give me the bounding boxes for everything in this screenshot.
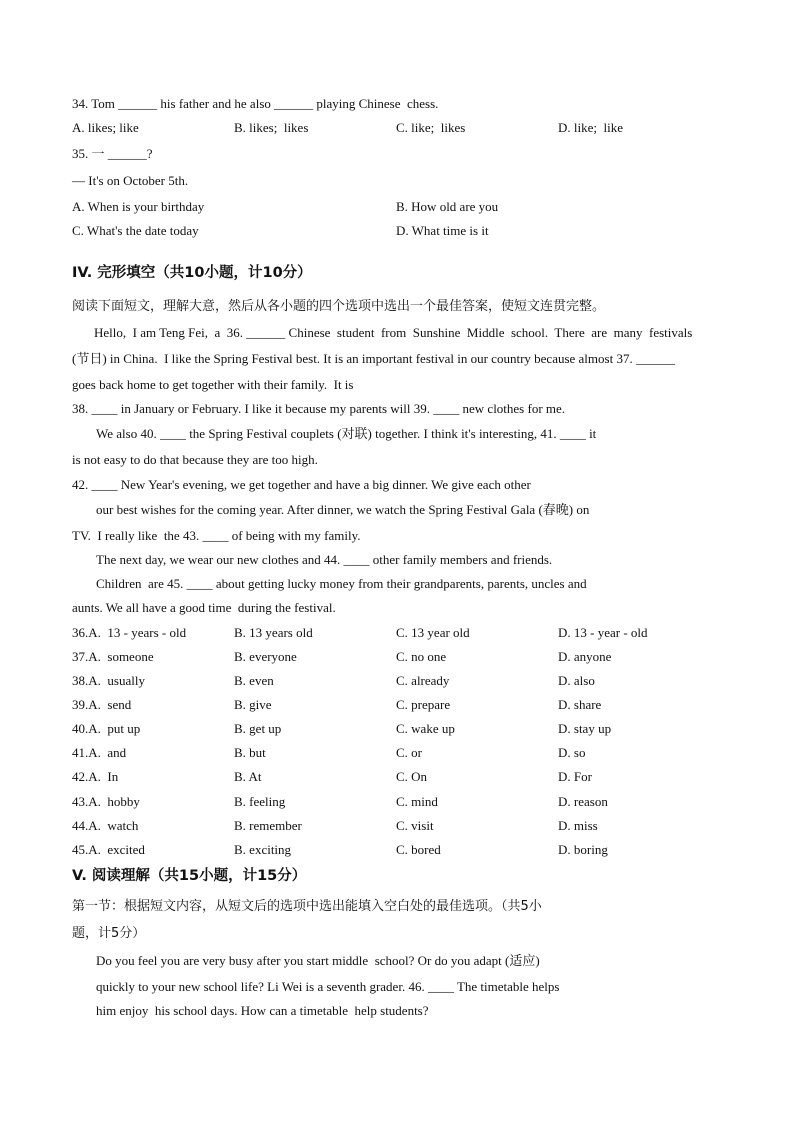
section-5-instruction: 第一节：根据短文内容，从短文后的选项中选出能填入空白处的最佳选项。（共5小 [72, 899, 542, 914]
option-42-c: C. On [396, 769, 428, 784]
section-4-instruction: 阅读下面短文，理解大意，然后从各小题的四个选项中选出一个最佳答案，使短文连贯完整。 [72, 299, 606, 314]
option-37-d: D. anyone [558, 649, 612, 664]
option-36-c: C. 13 year old [396, 625, 470, 640]
question-34-option-c: C. like; likes [396, 120, 466, 135]
passage-line: is not easy to do that because they are too high. [72, 452, 318, 467]
option-44-c: C. visit [396, 818, 434, 833]
option-42-d: D. For [558, 769, 592, 784]
option-43-a: 43.A. hobby [72, 794, 140, 809]
passage-line: 38. ____ in January or February. I like it because my parents will 39. ____ new clothes for me. [72, 401, 566, 416]
passage-line: quickly to your new school life? Li Wei is a seventh grader. 46. ____ The timetable helps [96, 979, 560, 994]
question-34-stem: 34. Tom ______ his father and he also ______ playing Chinese chess. [72, 96, 439, 111]
passage-line: The next day, we wear our new clothes and 44. ____ other family members and friends. [96, 552, 553, 567]
option-36-a: 36.A. 13 - years - old [72, 625, 187, 640]
option-40-d: D. stay up [558, 721, 612, 736]
option-38-a: 38.A. usually [72, 673, 145, 688]
question-35-option-b: B. How old are you [396, 199, 499, 214]
option-38-c: C. already [396, 673, 450, 688]
option-43-d: D. reason [558, 794, 608, 809]
option-38-d: D. also [558, 673, 595, 688]
section-5-instruction-cont: 题，计5分） [72, 926, 146, 941]
question-34-option-a: A. likes; like [72, 120, 139, 135]
option-41-d: D. so [558, 745, 586, 760]
question-34-option-d: D. like; like [558, 120, 623, 135]
passage-line: Hello, I am Teng Fei, a 36. ______ Chinese student from Sunshine Middle school. There are many festivals [94, 325, 693, 340]
option-43-c: C. mind [396, 794, 438, 809]
option-41-a: 41.A. and [72, 745, 127, 760]
option-40-c: C. wake up [396, 721, 455, 736]
option-45-a: 45.A. excited [72, 842, 145, 857]
option-44-d: D. miss [558, 818, 598, 833]
option-39-c: C. prepare [396, 697, 451, 712]
option-37-a: 37.A. someone [72, 649, 154, 664]
option-44-b: B. remember [234, 818, 302, 833]
passage-line: our best wishes for the coming year. After dinner, we watch the Spring Festival Gala (春晚) on [96, 502, 590, 517]
passage-line: aunts. We all have a good time during the festival. [72, 600, 336, 615]
option-45-b: B. exciting [234, 842, 292, 857]
section-5-title: V. 阅读理解（共15小题，计15分） [72, 868, 307, 884]
option-40-b: B. get up [234, 721, 282, 736]
option-36-d: D. 13 - year - old [558, 625, 648, 640]
option-39-d: D. share [558, 697, 602, 712]
option-38-b: B. even [234, 673, 274, 688]
option-43-b: B. feeling [234, 794, 286, 809]
option-42-a: 42.A. In [72, 769, 119, 784]
option-42-b: B. At [234, 769, 262, 784]
passage-line: goes back home to get together with their family. It is [72, 377, 354, 392]
passage-line: TV. I really like the 43. ____ of being with my family. [72, 528, 361, 543]
question-35-option-c: C. What's the date today [72, 223, 199, 238]
option-41-c: C. or [396, 745, 422, 760]
option-39-b: B. give [234, 697, 272, 712]
section-4-title: IV. 完形填空（共10小题，计10分） [72, 265, 312, 281]
question-34-option-b: B. likes; likes [234, 120, 309, 135]
option-41-b: B. but [234, 745, 266, 760]
option-40-a: 40.A. put up [72, 721, 141, 736]
passage-line: We also 40. ____ the Spring Festival couplets (对联) together. I think it's interesting, 41. ____ it [96, 426, 597, 441]
question-35-stem: 35. 一 ______? [72, 146, 153, 161]
option-45-c: C. bored [396, 842, 441, 857]
passage-line: him enjoy his school days. How can a timetable help students? [96, 1003, 429, 1018]
passage-line: 42. ____ New Year's evening, we get together and have a big dinner. We give each other [72, 477, 531, 492]
passage-line: Do you feel you are very busy after you start middle school? Or do you adapt (适应) [96, 953, 540, 968]
question-35-option-a: A. When is your birthday [72, 199, 205, 214]
question-35-reply: — It's on October 5th. [72, 173, 189, 188]
passage-line: (节日) in China. I like the Spring Festival best. It is an important festival in our country because almost 37. ______ [72, 351, 675, 366]
option-37-c: C. no one [396, 649, 447, 664]
option-37-b: B. everyone [234, 649, 297, 664]
option-45-d: D. boring [558, 842, 608, 857]
passage-line: Children are 45. ____ about getting lucky money from their grandparents, parents, uncles and [96, 576, 587, 591]
option-39-a: 39.A. send [72, 697, 132, 712]
option-36-b: B. 13 years old [234, 625, 313, 640]
question-35-option-d: D. What time is it [396, 223, 489, 238]
option-44-a: 44.A. watch [72, 818, 139, 833]
